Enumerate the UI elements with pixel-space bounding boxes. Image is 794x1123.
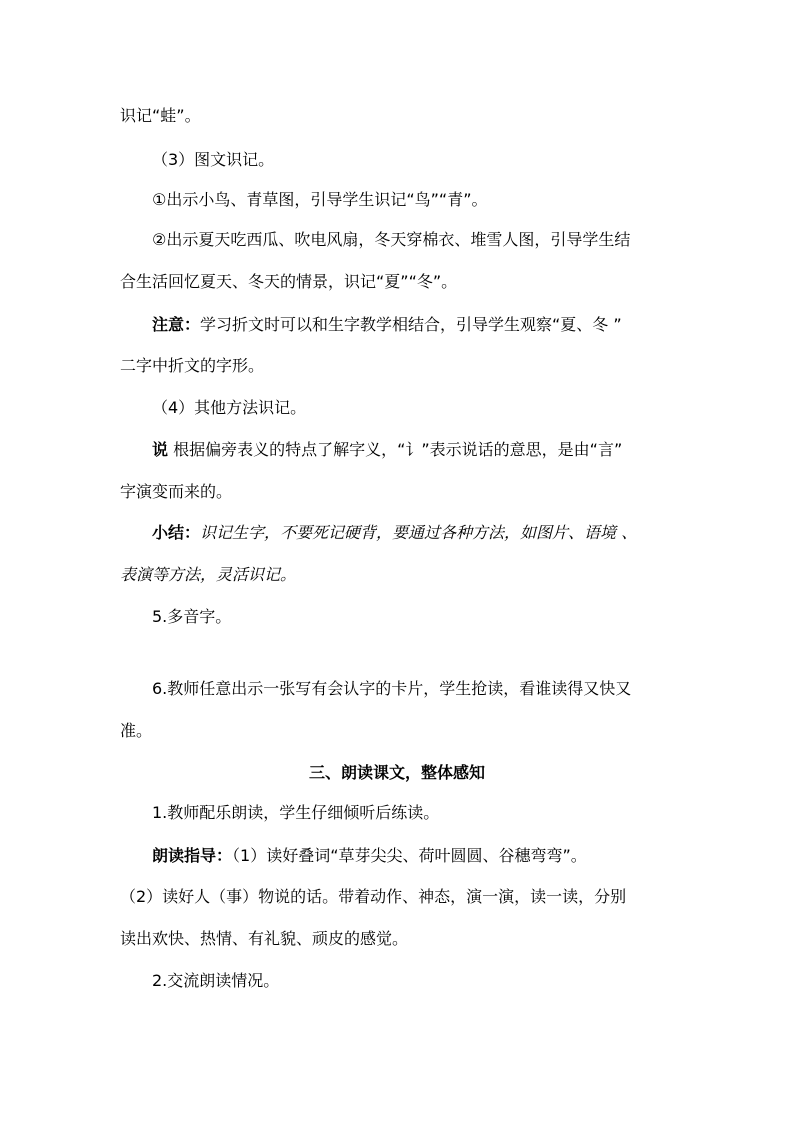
paragraph-line: 合生活回忆夏天、冬天的情景，识记“夏”“冬”。 [120,272,458,291]
paragraph-line: 1.教师配乐朗读，学生仔细倾听后练读。 [152,803,440,822]
say-text: 根据偏旁表义的特点了解字义，“讠”表示说话的意思，是由“言” [168,440,623,459]
note-label: 注意： [152,315,201,334]
paragraph-line: 识记“蛙”。 [120,106,201,125]
paragraph-line: （3）图文识记。 [152,150,275,169]
paragraph-line [152,523,637,543]
paragraph-line [152,846,587,866]
paragraph-line [152,315,622,335]
paragraph-line: 表演等方法，灵活识记。 [120,565,297,584]
reading-guide-text: （1）读好叠词“草芽尖尖、荷叶圆圆、谷穗弯弯”。 [232,846,587,865]
paragraph-line: 字演变而来的。 [120,482,233,501]
paragraph-line: （4）其他方法识记。 [152,398,307,417]
section-heading: 三、朗读课文，整体感知 [308,763,485,782]
paragraph-line: 6.教师任意出示一张写有会认字的卡片，学生抢读，看谁读得又快又 [152,679,632,698]
summary-label: 小结： [152,523,201,542]
paragraph-line [152,440,622,460]
note-text: 学习折文时可以和生字教学相结合，引导学生观察“夏、冬 ” [200,315,622,334]
paragraph-line: ②出示夏天吃西瓜、吹电风扇，冬天穿棉衣、堆雪人图，引导学生结 [152,230,631,249]
paragraph-line: 准。 [120,721,153,740]
paragraph-line: 5.多音字。 [152,607,232,626]
paragraph-line: 读出欢快、热情、有礼貌、顽皮的感觉。 [120,929,409,948]
paragraph-line: （2）读好人（事）物说的话。带着动作、神态，演一演，读一读，分别 [120,887,627,906]
reading-guide-label: 朗读指导： [152,846,233,865]
summary-text: 识记生字，不要死记硬背，要通过各种方法，如图片、语境 、 [200,523,638,542]
say-label: 说 [152,440,169,459]
paragraph-line: 2.交流朗读情况。 [152,971,280,990]
paragraph-line: ①出示小鸟、青草图，引导学生识记“鸟”“青”。 [152,190,488,209]
paragraph-line: 二字中折文的字形。 [120,356,265,375]
